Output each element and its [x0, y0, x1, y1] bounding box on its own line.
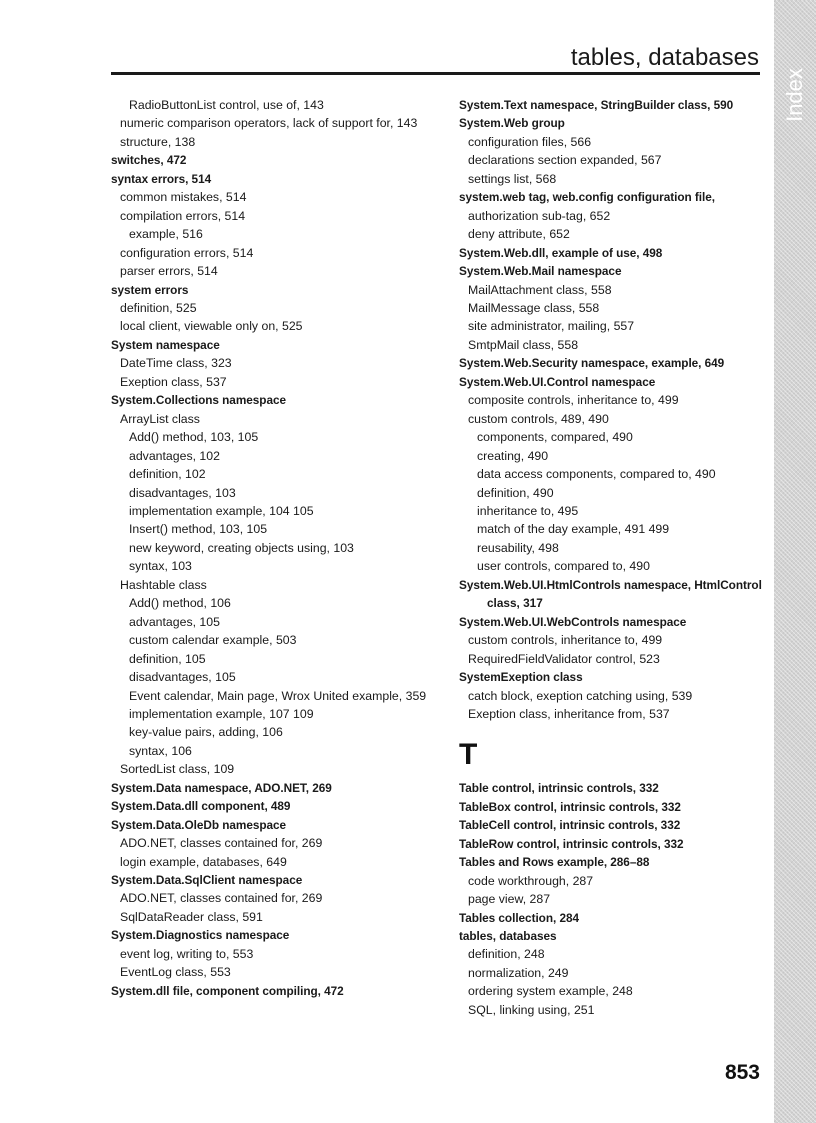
- index-heading: System.Data namespace, ADO.NET, 269: [111, 780, 332, 795]
- index-subentry: key-value pairs, adding, 106: [129, 725, 283, 740]
- index-column-left: [111, 96, 431, 1000]
- index-heading: System namespace: [111, 337, 220, 352]
- index-heading: System.Text namespace, StringBuilder class, 590: [459, 98, 734, 112]
- index-heading: Tables and Rows example, 286–88: [459, 855, 650, 870]
- index-subentry: SQL, linking using, 251: [468, 1002, 595, 1017]
- index-subentry: syntax, 106: [129, 743, 192, 758]
- index-subentry: declarations section expanded, 567: [468, 153, 662, 168]
- index-heading: System.Data.OleDb namespace: [111, 817, 287, 832]
- index-side-tab: [774, 0, 816, 1123]
- index-subentry: login example, databases, 649: [120, 854, 287, 869]
- running-head: tables, databases: [570, 44, 759, 71]
- index-tab-label: Index: [782, 68, 807, 122]
- index-subentry: authorization sub-tag, 652: [468, 208, 611, 223]
- index-heading: System.Web.Security namespace, example, 649: [459, 356, 725, 371]
- index-subentry: SqlDataReader class, 591: [120, 909, 263, 924]
- index-subentry: definition, 490: [477, 485, 554, 500]
- page-number: 853: [724, 1061, 760, 1084]
- index-subentry: user controls, compared to, 490: [477, 559, 650, 574]
- index-subentry: custom controls, 489, 490: [468, 411, 609, 426]
- index-heading: System.Data.SqlClient namespace: [111, 873, 303, 888]
- index-subentry: RadioButtonList control, use of, 143: [129, 98, 324, 112]
- index-subentry: page view, 287: [468, 892, 551, 907]
- index-heading: System.Web.UI.HtmlControls namespace, HtmlControl: [459, 577, 762, 592]
- index-heading: system.web tag, web.config configuration file,: [459, 190, 715, 205]
- index-subentry: site administrator, mailing, 557: [468, 319, 635, 334]
- index-subentry: custom controls, inheritance to, 499: [468, 633, 663, 648]
- index-subentry: code workthrough, 287: [468, 873, 594, 888]
- index-subentry: disadvantages, 105: [129, 670, 236, 685]
- index-subentry: syntax, 103: [129, 559, 192, 574]
- index-heading: System.Diagnostics namespace: [111, 928, 290, 943]
- header-rule: [111, 72, 760, 75]
- index-heading: tables, databases: [459, 929, 557, 944]
- index-subentry: components, compared, 490: [477, 430, 633, 445]
- index-subentry: inheritance to, 495: [477, 503, 579, 518]
- index-heading: System.Web.UI.WebControls namespace: [459, 614, 687, 629]
- index-heading: System.dll file, component compiling, 472: [111, 983, 344, 998]
- index-heading: Table control, intrinsic controls, 332: [459, 781, 659, 796]
- index-subentry: Add() method, 103, 105: [129, 430, 259, 445]
- index-subentry: definition, 102: [129, 467, 206, 482]
- index-subentry: ADO.NET, classes contained for, 269: [120, 891, 323, 906]
- index-subentry: disadvantages, 103: [129, 485, 236, 500]
- index-subentry: RequiredFieldValidator control, 523: [468, 651, 660, 666]
- index-subentry: numeric comparison operators, lack of support for, 143: [120, 116, 418, 131]
- index-subentry: normalization, 249: [468, 965, 569, 980]
- index-subentry: composite controls, inheritance to, 499: [468, 393, 679, 408]
- index-heading: system errors: [111, 282, 189, 297]
- index-subentry: definition, 105: [129, 651, 206, 666]
- index-subentry: match of the day example, 491 499: [477, 522, 670, 537]
- index-subentry: MailAttachment class, 558: [468, 282, 612, 297]
- index-column-right: [459, 96, 762, 1019]
- index-heading: TableRow control, intrinsic controls, 332: [459, 836, 684, 851]
- index-subentry: implementation example, 107 109: [129, 706, 314, 721]
- index-subentry: advantages, 105: [129, 614, 220, 629]
- index-subentry: creating, 490: [477, 448, 549, 463]
- index-subentry: SmtpMail class, 558: [468, 337, 579, 352]
- index-subentry: settings list, 568: [468, 171, 557, 186]
- index-subentry: MailMessage class, 558: [468, 300, 600, 315]
- index-subentry: common mistakes, 514: [120, 190, 247, 205]
- index-heading: TableCell control, intrinsic controls, 332: [459, 818, 681, 833]
- section-letter-t: T: [459, 738, 478, 772]
- index-subentry: EventLog class, 553: [120, 965, 231, 980]
- index-subentry: compilation errors, 514: [120, 208, 246, 223]
- index-subentry: Event calendar, Main page, Wrox United example, 359: [129, 688, 427, 703]
- index-subentry: implementation example, 104 105: [129, 503, 314, 518]
- index-heading: SystemExeption class: [459, 670, 583, 685]
- index-subentry: configuration errors, 514: [120, 245, 254, 260]
- index-subentry: DateTime class, 323: [120, 356, 232, 371]
- index-subentry: structure, 138: [120, 134, 196, 149]
- index-subentry: catch block, exeption catching using, 539: [468, 688, 693, 703]
- index-heading: System.Web.Mail namespace: [459, 264, 622, 279]
- index-subentry: deny attribute, 652: [468, 227, 570, 242]
- index-heading: TableBox control, intrinsic controls, 332: [459, 799, 681, 814]
- index-subentry: SortedList class, 109: [120, 762, 235, 777]
- index-heading: System.Collections namespace: [111, 393, 286, 408]
- index-subentry: configuration files, 566: [468, 134, 592, 149]
- index-subentry: ADO.NET, classes contained for, 269: [120, 836, 323, 851]
- index-subentry: ArrayList class: [120, 411, 200, 426]
- index-subentry: Exeption class, 537: [120, 374, 227, 389]
- index-subentry: definition, 248: [468, 947, 545, 962]
- index-subentry: Add() method, 106: [129, 596, 231, 611]
- index-subentry: parser errors, 514: [120, 264, 218, 279]
- index-heading: System.Web group: [459, 116, 565, 131]
- index-subentry: example, 516: [129, 227, 203, 242]
- index-heading: syntax errors, 514: [111, 171, 212, 186]
- index-heading: System.Data.dll component, 489: [111, 799, 291, 814]
- index-subentry: local client, viewable only on, 525: [120, 319, 303, 334]
- index-subentry: Hashtable class: [120, 577, 207, 592]
- index-subentry: reusability, 498: [477, 540, 559, 555]
- index-subentry: custom calendar example, 503: [129, 633, 297, 648]
- index-heading: Tables collection, 284: [459, 910, 579, 925]
- index-subentry: Exeption class, inheritance from, 537: [468, 706, 670, 721]
- index-subentry: definition, 525: [120, 300, 197, 315]
- index-subentry: event log, writing to, 553: [120, 946, 254, 961]
- index-subentry: advantages, 102: [129, 448, 220, 463]
- index-heading: System.Web.dll, example of use, 498: [459, 245, 663, 260]
- index-subentry: new keyword, creating objects using, 103: [129, 540, 354, 555]
- index-subentry: ordering system example, 248: [468, 984, 633, 999]
- index-heading: switches, 472: [111, 153, 187, 168]
- index-subentry: data access components, compared to, 490: [477, 467, 716, 482]
- index-heading: class, 317: [487, 596, 543, 611]
- index-heading: System.Web.UI.Control namespace: [459, 374, 656, 389]
- index-subentry: Insert() method, 103, 105: [129, 522, 268, 537]
